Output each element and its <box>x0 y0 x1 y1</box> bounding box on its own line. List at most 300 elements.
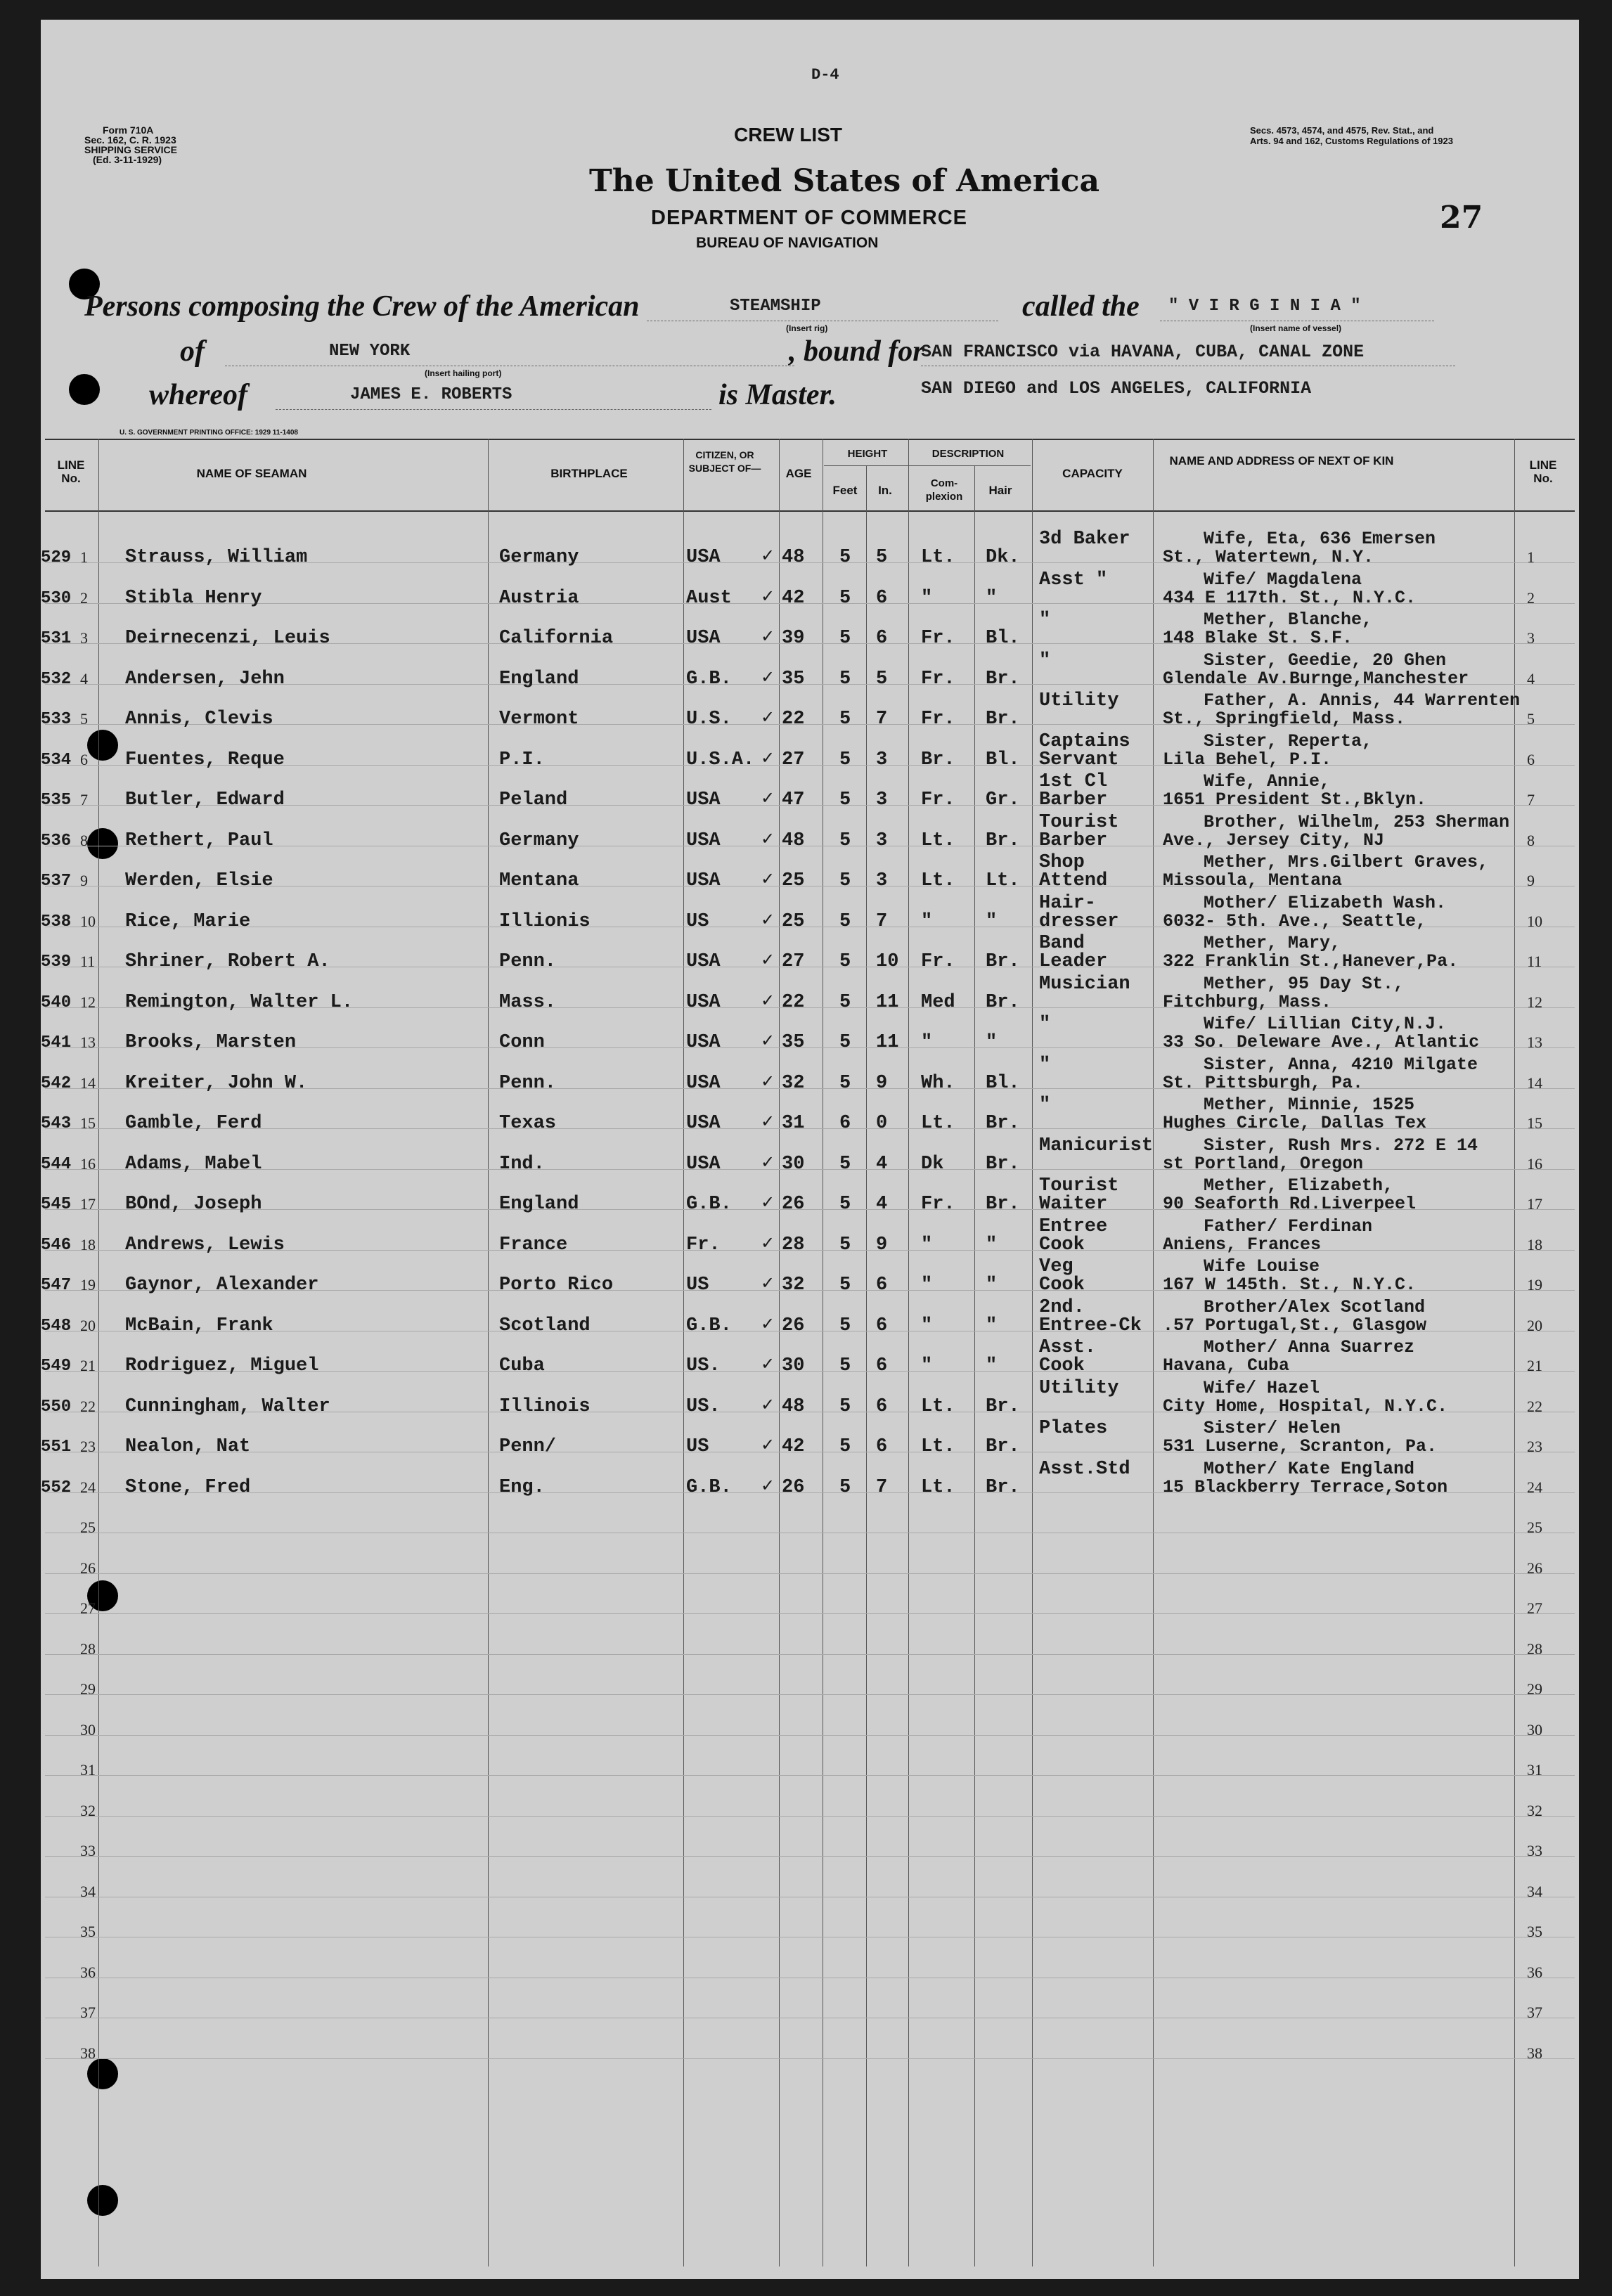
height-feet: 5 <box>839 870 851 891</box>
row-rule <box>45 1735 1575 1736</box>
citizenship: US <box>686 1436 709 1457</box>
hair: Br. <box>986 1436 1020 1457</box>
age: 30 <box>782 1355 805 1376</box>
nation-title: The United States of America <box>589 163 1100 199</box>
birthplace: Mass. <box>499 991 557 1013</box>
birthplace: Vermont <box>499 709 579 730</box>
empty-line-number-right: 25 <box>1527 1518 1542 1536</box>
capacity-line-2: Leader <box>1039 951 1108 972</box>
check-mark: ✓ <box>761 747 775 768</box>
citizenship: Fr. <box>686 1234 721 1256</box>
hair: Bl. <box>986 749 1020 770</box>
crew-ref-number: 534 <box>41 750 72 770</box>
capacity-line-1: Manicurist <box>1039 1135 1154 1156</box>
crew-list-sheet <box>41 20 1579 2279</box>
next-of-kin-line-1: Father, A. Annis, 44 Warrenten <box>1204 690 1521 711</box>
complexion: Lt. <box>921 547 955 568</box>
age: 30 <box>782 1153 805 1175</box>
next-of-kin-line-1: Wife Louise <box>1204 1256 1320 1277</box>
statutes-line-2: Arts. 94 and 162, Customs Regulations of 1923 <box>1250 136 1453 146</box>
check-mark: ✓ <box>761 626 775 646</box>
check-mark: ✓ <box>761 990 775 1010</box>
crew-ref-number: 533 <box>41 710 72 729</box>
punch-hole <box>69 374 100 405</box>
of-label: of <box>180 335 205 368</box>
seaman-name: Gaynor, Alexander <box>125 1275 319 1296</box>
hair: Br. <box>986 1153 1020 1175</box>
hair: " <box>986 910 998 932</box>
line-number: 17 <box>80 1195 96 1213</box>
seaman-name: Andrews, Lewis <box>125 1234 285 1256</box>
height-feet: 5 <box>839 1355 851 1376</box>
line-number-right: 17 <box>1527 1195 1542 1213</box>
crew-ref-number: 552 <box>41 1478 72 1497</box>
next-of-kin-line-2: City Home, Hospital, N.Y.C. <box>1163 1395 1448 1417</box>
line-number: 5 <box>80 710 88 728</box>
check-mark: ✓ <box>761 869 775 889</box>
empty-line-number-right: 35 <box>1527 1923 1542 1940</box>
empty-line-number: 29 <box>80 1680 96 1698</box>
complexion: Fr. <box>921 628 955 649</box>
capacity-line-2: Attend <box>1039 870 1108 891</box>
age: 48 <box>782 830 805 851</box>
height-feet: 5 <box>839 1234 851 1256</box>
col-divider <box>98 439 99 2266</box>
next-of-kin-line-1: Wife/ Lillian City,N.J. <box>1204 1014 1447 1034</box>
crew-ref-number: 537 <box>41 872 72 891</box>
crew-ref-number: 550 <box>41 1397 72 1417</box>
crew-ref-number: 541 <box>41 1033 72 1052</box>
empty-line-number: 30 <box>80 1720 96 1739</box>
seaman-name: Cunningham, Walter <box>125 1395 330 1417</box>
height-feet: 5 <box>839 668 851 690</box>
height-inches: 9 <box>876 1234 888 1256</box>
next-of-kin-line-1: Sister/ Helen <box>1204 1418 1341 1438</box>
hair: Gr. <box>986 789 1020 811</box>
crew-list-title: CREW LIST <box>734 124 842 146</box>
birthplace: Austria <box>499 587 579 609</box>
birthplace: Germany <box>499 547 579 568</box>
col-name: NAME OF SEAMAN <box>196 467 307 480</box>
col-complexion: Com-plexion <box>925 477 963 503</box>
capacity-line-1: Plates <box>1039 1418 1108 1439</box>
form-info <box>84 125 177 165</box>
citizenship: US. <box>686 1355 721 1376</box>
col-divider <box>908 439 909 2266</box>
next-of-kin-line-2: 33 So. Deleware Ave., Atlantic <box>1163 1032 1480 1052</box>
age: 35 <box>782 668 805 690</box>
capacity-line-1: Musician <box>1039 973 1130 995</box>
form-service: SHIPPING SERVICE <box>84 144 178 155</box>
next-of-kin-line-2: Ave., Jersey City, NJ <box>1163 830 1385 851</box>
age: 32 <box>782 1275 805 1296</box>
department-title: DEPARTMENT OF COMMERCE <box>651 207 968 229</box>
form-edition: (Ed. 3-11-1929) <box>93 154 162 165</box>
next-of-kin-line-1: Father/ Ferdinan <box>1204 1215 1373 1237</box>
age: 22 <box>782 991 805 1013</box>
col-divider <box>866 465 867 2266</box>
empty-line-number-right: 36 <box>1527 1963 1542 1981</box>
birthplace: France <box>499 1234 568 1256</box>
line-number: 16 <box>80 1154 96 1173</box>
next-of-kin-line-2: 90 Seaforth Rd.Liverpeel <box>1163 1194 1417 1214</box>
line-number-right: 8 <box>1527 831 1535 849</box>
col-height: HEIGHT <box>847 448 888 460</box>
height-inches: 5 <box>876 547 888 568</box>
complexion: Wh. <box>921 1072 955 1094</box>
citizenship: US <box>686 1275 709 1296</box>
empty-line-number: 27 <box>80 1599 96 1617</box>
subheader-rule <box>824 465 1031 466</box>
citizenship: USA <box>686 547 721 568</box>
col-next-of-kin: NAME AND ADDRESS OF NEXT OF KIN <box>1169 454 1394 467</box>
empty-line-number-right: 34 <box>1527 1882 1542 1900</box>
hair: " <box>986 587 998 609</box>
next-of-kin-line-2: 434 E 117th. St., N.Y.C. <box>1163 587 1417 608</box>
next-of-kin-line-2: Missoula, Mentana <box>1163 870 1343 891</box>
line-number-right: 23 <box>1527 1438 1542 1455</box>
age: 35 <box>782 1032 805 1053</box>
crew-ref-number: 536 <box>41 831 72 851</box>
line-number-right: 3 <box>1527 629 1535 647</box>
age: 32 <box>782 1072 805 1094</box>
complexion: Lt. <box>921 870 955 891</box>
age: 47 <box>782 789 805 811</box>
complexion: " <box>921 910 933 932</box>
line-number-right: 13 <box>1527 1033 1542 1051</box>
birthplace: Illionis <box>499 910 591 932</box>
crew-ref-number: 532 <box>41 669 72 689</box>
height-inches: 9 <box>876 1072 888 1094</box>
age: 25 <box>782 910 805 932</box>
height-feet: 5 <box>839 991 851 1013</box>
birthplace: Peland <box>499 789 568 811</box>
citizenship: G.B. <box>686 1476 732 1498</box>
citizenship: USA <box>686 1072 721 1094</box>
capacity-line-2: Cook <box>1039 1275 1085 1296</box>
line-number-right: 22 <box>1527 1397 1542 1415</box>
capacity-line-2: Cook <box>1039 1234 1085 1256</box>
birthplace: Porto Rico <box>499 1275 614 1296</box>
line-number-right: 10 <box>1527 912 1542 930</box>
crew-ref-number: 551 <box>41 1438 72 1457</box>
form-section: Sec. 162, C. R. 1923 <box>84 134 176 146</box>
crew-ref-number: 538 <box>41 912 72 931</box>
height-feet: 5 <box>839 1315 851 1336</box>
height-feet: 5 <box>839 587 851 609</box>
height-inches: 6 <box>876 628 888 649</box>
empty-line-number: 26 <box>80 1559 96 1577</box>
age: 26 <box>782 1476 805 1498</box>
seaman-name: Remington, Walter L. <box>125 991 354 1013</box>
next-of-kin-line-2: Hughes Circle, Dallas Tex <box>1163 1113 1427 1133</box>
citizenship: US <box>686 910 709 932</box>
statutes-note <box>1250 125 1537 146</box>
empty-line-number-right: 27 <box>1527 1599 1542 1617</box>
capacity-line-1: Asst " <box>1039 569 1108 591</box>
complexion: Fr. <box>921 709 955 730</box>
empty-line-number: 31 <box>80 1761 96 1779</box>
check-mark: ✓ <box>761 1354 775 1374</box>
age: 25 <box>782 870 805 891</box>
line-number: 19 <box>80 1276 96 1294</box>
line-number: 2 <box>80 588 88 607</box>
next-of-kin-line-1: Mether, Blanche, <box>1204 610 1373 630</box>
line-number: 20 <box>80 1316 96 1334</box>
birthplace: Scotland <box>499 1315 591 1336</box>
line-number-right: 9 <box>1527 872 1535 889</box>
line-number: 13 <box>80 1033 96 1051</box>
row-rule <box>45 1573 1575 1574</box>
row-rule <box>45 1856 1575 1857</box>
citizenship: US. <box>686 1395 721 1417</box>
line-number-right: 11 <box>1527 953 1542 970</box>
check-mark: ✓ <box>761 788 775 808</box>
capacity-line-2: Entree-Ck <box>1039 1315 1142 1336</box>
bureau-title: BUREAU OF NAVIGATION <box>696 235 879 251</box>
col-divider <box>1153 439 1154 2266</box>
age: 42 <box>782 587 805 609</box>
called-label: called the <box>1022 290 1140 323</box>
punch-hole <box>87 828 118 859</box>
line-number: 15 <box>80 1114 96 1132</box>
next-of-kin-line-1: Wife/ Magdalena <box>1204 569 1362 590</box>
master-label: is Master. <box>718 379 837 411</box>
capacity-line-1: 2nd. <box>1039 1296 1085 1318</box>
line-number: 6 <box>80 750 88 768</box>
empty-line-number: 25 <box>80 1518 96 1536</box>
complexion: " <box>921 587 933 609</box>
hailing-port: NEW YORK <box>329 342 411 361</box>
col-hair: Hair <box>988 484 1012 497</box>
next-of-kin-line-2: 148 Blake St. S.F. <box>1163 628 1353 648</box>
next-of-kin-line-2: 6032- 5th. Ave., Seattle, <box>1163 910 1427 931</box>
line-number: 3 <box>80 629 88 647</box>
complexion: Lt. <box>921 830 955 851</box>
empty-line-number-right: 30 <box>1527 1720 1542 1739</box>
complexion: Fr. <box>921 1194 955 1215</box>
row-rule <box>45 1816 1575 1817</box>
seaman-name: BOnd, Joseph <box>125 1194 262 1215</box>
age: 42 <box>782 1436 805 1457</box>
next-of-kin-line-1: Wife, Eta, 636 Emersen <box>1204 529 1436 549</box>
height-feet: 5 <box>839 1032 851 1053</box>
capacity-line-1: Hair- <box>1039 892 1097 914</box>
col-inches: In. <box>878 484 892 497</box>
age: 26 <box>782 1194 805 1215</box>
citizenship: USA <box>686 1113 721 1134</box>
complexion: " <box>921 1355 933 1376</box>
height-feet: 5 <box>839 749 851 770</box>
height-inches: 6 <box>876 1315 888 1336</box>
height-feet: 5 <box>839 1476 851 1498</box>
next-of-kin-line-1: Brother/Alex Scotland <box>1204 1296 1426 1317</box>
height-inches: 6 <box>876 587 888 609</box>
empty-line-number: 33 <box>80 1842 96 1859</box>
next-of-kin-line-2: st Portland, Oregon <box>1163 1153 1364 1174</box>
age: 48 <box>782 1395 805 1417</box>
col-age: AGE <box>785 467 812 480</box>
col-divider <box>1514 439 1515 2266</box>
age: 28 <box>782 1234 805 1256</box>
citizenship: USA <box>686 991 721 1013</box>
next-of-kin-line-2: 167 W 145th. St., N.Y.C. <box>1163 1275 1417 1295</box>
seaman-name: McBain, Frank <box>125 1315 273 1336</box>
seaman-name: Rice, Marie <box>125 910 251 932</box>
hair: Br. <box>986 1395 1020 1417</box>
line-number: 11 <box>80 953 96 970</box>
empty-line-number: 36 <box>80 1963 96 1981</box>
complexion: Fr. <box>921 951 955 972</box>
check-mark: ✓ <box>761 1232 775 1253</box>
next-of-kin-line-1: Brother, Wilhelm, 253 Sherman <box>1204 811 1510 832</box>
citizenship: G.B. <box>686 1315 732 1336</box>
seaman-name: Deirnecenzi, Leuis <box>125 628 330 649</box>
crew-ref-number: 529 <box>41 548 72 567</box>
height-inches: 11 <box>876 991 899 1013</box>
capacity-line-1: " <box>1039 1014 1051 1035</box>
check-mark: ✓ <box>761 1435 775 1455</box>
line-number-right: 4 <box>1527 669 1535 688</box>
height-feet: 5 <box>839 830 851 851</box>
height-inches: 6 <box>876 1275 888 1296</box>
empty-line-number-right: 38 <box>1527 2044 1542 2062</box>
next-of-kin-line-1: Sister, Rush Mrs. 272 E 14 <box>1204 1135 1478 1156</box>
empty-line-number-right: 29 <box>1527 1680 1542 1698</box>
crew-ref-number: 542 <box>41 1073 72 1093</box>
height-inches: 3 <box>876 830 888 851</box>
empty-line-number: 28 <box>80 1639 96 1658</box>
next-of-kin-line-1: Wife, Annie, <box>1204 771 1331 792</box>
complexion: " <box>921 1315 933 1336</box>
capacity-line-1: Captains <box>1039 730 1130 752</box>
empty-line-number-right: 26 <box>1527 1559 1542 1577</box>
hair: Br. <box>986 709 1020 730</box>
capacity-line-1: " <box>1039 610 1051 631</box>
citizenship: U.S.A. <box>686 749 755 770</box>
capacity-line-1: Asst.Std <box>1039 1458 1130 1480</box>
next-of-kin-line-1: Mother/ Kate England <box>1204 1458 1415 1479</box>
citizenship: USA <box>686 951 721 972</box>
rig-hint: (Insert rig) <box>786 323 828 333</box>
crew-ref-number: 548 <box>41 1316 72 1336</box>
next-of-kin-line-1: Mether, 95 Day St., <box>1204 973 1405 994</box>
port-hint: (Insert hailing port) <box>425 368 502 378</box>
capacity-line-2: Barber <box>1039 789 1108 811</box>
birthplace: Ind. <box>499 1153 545 1175</box>
citizenship: G.B. <box>686 1194 732 1215</box>
crew-ref-number: 531 <box>41 629 72 648</box>
line-number: 1 <box>80 548 88 566</box>
seaman-name: Strauss, William <box>125 547 308 568</box>
capacity-line-1: Utility <box>1039 690 1119 711</box>
row-rule <box>45 2058 1575 2059</box>
complexion: Dk <box>921 1153 944 1175</box>
capacity-line-2: Cook <box>1039 1355 1085 1376</box>
punch-hole <box>87 2058 118 2089</box>
height-feet: 5 <box>839 1072 851 1094</box>
hair: " <box>986 1032 998 1053</box>
col-birthplace: BIRTHPLACE <box>550 467 628 480</box>
height-inches: 7 <box>876 709 888 730</box>
line-number-right: 1 <box>1527 548 1535 566</box>
height-feet: 5 <box>839 1153 851 1175</box>
next-of-kin-line-2: 322 Franklin St.,Hanever,Pa. <box>1163 951 1459 972</box>
citizenship: U.S. <box>686 709 732 730</box>
crew-ref-number: 547 <box>41 1276 72 1295</box>
crew-ref-number: 540 <box>41 993 72 1012</box>
check-mark: ✓ <box>761 707 775 727</box>
crew-ref-number: 544 <box>41 1154 72 1174</box>
col-citizen: CITIZEN, OR SUBJECT OF— <box>688 449 761 474</box>
birthplace: California <box>499 628 614 649</box>
col-divider <box>683 439 684 2266</box>
complexion: Lt. <box>921 1113 955 1134</box>
line-number-right: 2 <box>1527 588 1535 607</box>
next-of-kin-line-2: St. Pittsburgh, Pa. <box>1163 1072 1364 1093</box>
destination-line-1: SAN FRANCISCO via HAVANA, CUBA, CANAL ZONE <box>921 342 1365 362</box>
capacity-line-2: dresser <box>1039 910 1119 932</box>
height-feet: 5 <box>839 951 851 972</box>
page-mark: D-4 <box>811 66 839 84</box>
line-number: 12 <box>80 993 96 1011</box>
next-of-kin-line-1: Mether, Minnie, 1525 <box>1204 1095 1415 1115</box>
birthplace: England <box>499 668 579 690</box>
age: 39 <box>782 628 805 649</box>
col-divider <box>488 439 489 2266</box>
line-number-right: 21 <box>1527 1357 1542 1374</box>
hair: Br. <box>986 1113 1020 1134</box>
col-line-no: LINE No. <box>57 458 85 485</box>
punch-hole <box>87 2185 118 2216</box>
line-number: 18 <box>80 1235 96 1253</box>
hair: " <box>986 1234 998 1256</box>
col-divider <box>1032 439 1033 2266</box>
birthplace: Texas <box>499 1113 557 1134</box>
empty-line-number: 35 <box>80 1923 96 1940</box>
height-feet: 5 <box>839 1194 851 1215</box>
line-number: 4 <box>80 669 88 688</box>
check-mark: ✓ <box>761 586 775 606</box>
next-of-kin-line-1: Sister, Reperta, <box>1204 730 1373 752</box>
hair: Bl. <box>986 628 1020 649</box>
age: 22 <box>782 709 805 730</box>
height-feet: 5 <box>839 789 851 811</box>
empty-line-number-right: 33 <box>1527 1842 1542 1859</box>
line-number: 24 <box>80 1478 96 1496</box>
check-mark: ✓ <box>761 1192 775 1212</box>
hair: Br. <box>986 1194 1020 1215</box>
capacity-line-1: Tourist <box>1039 811 1119 833</box>
height-feet: 5 <box>839 709 851 730</box>
complexion: Br. <box>921 749 955 770</box>
complexion: Lt. <box>921 1395 955 1417</box>
capacity-line-1: Shop <box>1039 852 1085 873</box>
seaman-name: Gamble, Ferd <box>125 1113 262 1134</box>
next-of-kin-line-2: .57 Portugal,St., Glasgow <box>1163 1315 1427 1336</box>
height-inches: 3 <box>876 870 888 891</box>
line-number-right: 20 <box>1527 1316 1542 1334</box>
hair: Br. <box>986 830 1020 851</box>
capacity-line-1: 1st Cl <box>1039 771 1108 792</box>
capacity-line-1: " <box>1039 1095 1051 1116</box>
line-number-right: 18 <box>1527 1235 1542 1253</box>
check-mark: ✓ <box>761 828 775 849</box>
check-mark: ✓ <box>761 1273 775 1293</box>
seaman-name: Brooks, Marsten <box>125 1032 297 1053</box>
seaman-name: Fuentes, Reque <box>125 749 285 770</box>
complexion: Fr. <box>921 789 955 811</box>
